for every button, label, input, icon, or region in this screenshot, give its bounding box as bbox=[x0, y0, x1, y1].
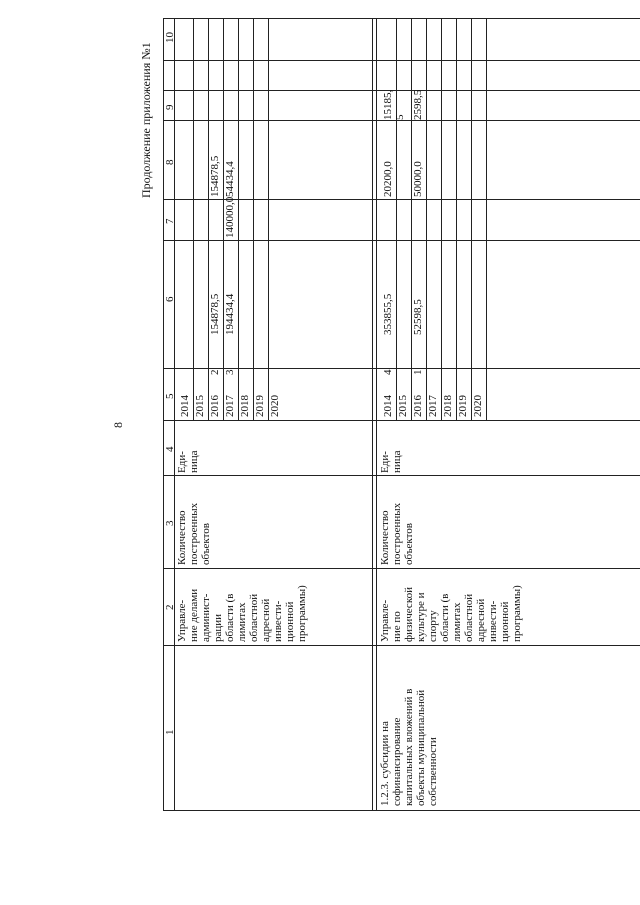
block2-indicator: Количество построенных объектов bbox=[379, 502, 415, 565]
header-col-7: 7 bbox=[164, 218, 176, 224]
appendix-caption: Продолжение приложения №1 bbox=[139, 42, 153, 198]
header-col-2: 2 bbox=[164, 604, 176, 610]
block1-col6-value: 154878,5 bbox=[209, 293, 221, 335]
header-col-5: 5 bbox=[164, 393, 176, 399]
block2-year: 2018 bbox=[442, 395, 454, 417]
block2-col8-value: 20200,0 bbox=[382, 161, 394, 197]
block2-year: 2020 bbox=[472, 395, 484, 417]
block2-year: 2019 bbox=[457, 395, 469, 417]
block2-year: 2017 bbox=[427, 395, 439, 417]
block1-year: 2018 bbox=[239, 395, 251, 417]
block2-responsible: Управле- ние по физической культуре и спорту области (в лимитах областной адресной инвести- ционной программы) bbox=[379, 585, 523, 642]
block2-year: 2016 bbox=[412, 395, 424, 417]
block1-year: 2019 bbox=[254, 395, 266, 417]
block2-year: 2014 bbox=[382, 395, 394, 417]
block2-year: 2015 bbox=[397, 395, 409, 417]
block1-year: 2017 bbox=[224, 395, 236, 417]
header-col-3: 3 bbox=[164, 520, 176, 526]
header-col-4: 4 bbox=[164, 446, 176, 452]
block1-col8-value: 154878,5 bbox=[209, 155, 221, 197]
block1-year: 2015 bbox=[194, 395, 206, 417]
block1-unit: Еди- ница bbox=[176, 450, 200, 473]
block2-col6-value: 353855,5 bbox=[382, 293, 394, 335]
block1-indicator: Количество построенных объектов bbox=[176, 502, 212, 565]
page-number: 8 bbox=[111, 422, 125, 428]
block2-col9-value: 15185, 5 bbox=[382, 89, 406, 120]
header-col-6: 6 bbox=[164, 296, 176, 302]
header-col-10: 10 bbox=[164, 32, 176, 43]
block2-count: 4 bbox=[382, 369, 394, 375]
block1-count: 2 bbox=[209, 369, 221, 375]
block1-count: 3 bbox=[224, 369, 236, 375]
block1-col8-value: 54434,4 bbox=[224, 161, 236, 197]
block2-col8-value: 50000,0 bbox=[412, 161, 424, 197]
block2-col9-value: 2598,5 bbox=[412, 89, 424, 120]
block1-year: 2020 bbox=[269, 395, 281, 417]
block2-count: 1 bbox=[412, 369, 424, 375]
block2-col6-value: 52598,5 bbox=[412, 299, 424, 335]
block1-year: 2016 bbox=[209, 395, 221, 417]
block1-col6-value: 194434,4 bbox=[224, 293, 236, 335]
block1-year: 2014 bbox=[179, 395, 191, 417]
block1-col7-value: 140000,0 bbox=[224, 196, 236, 238]
block2-name: 1.2.3. субсидии на софинансирование капитальных вложений в объекты муниципальной собственности bbox=[379, 688, 439, 806]
header-col-8: 8 bbox=[164, 159, 176, 165]
header-col-9: 9 bbox=[164, 104, 176, 110]
header-col-1: 1 bbox=[164, 729, 176, 735]
block1-responsible: Управле- ние делами админист- рации области (в лимитах областной адресной инвести- ционной программы) bbox=[176, 585, 308, 642]
block2-unit: Еди- ница bbox=[379, 450, 403, 473]
